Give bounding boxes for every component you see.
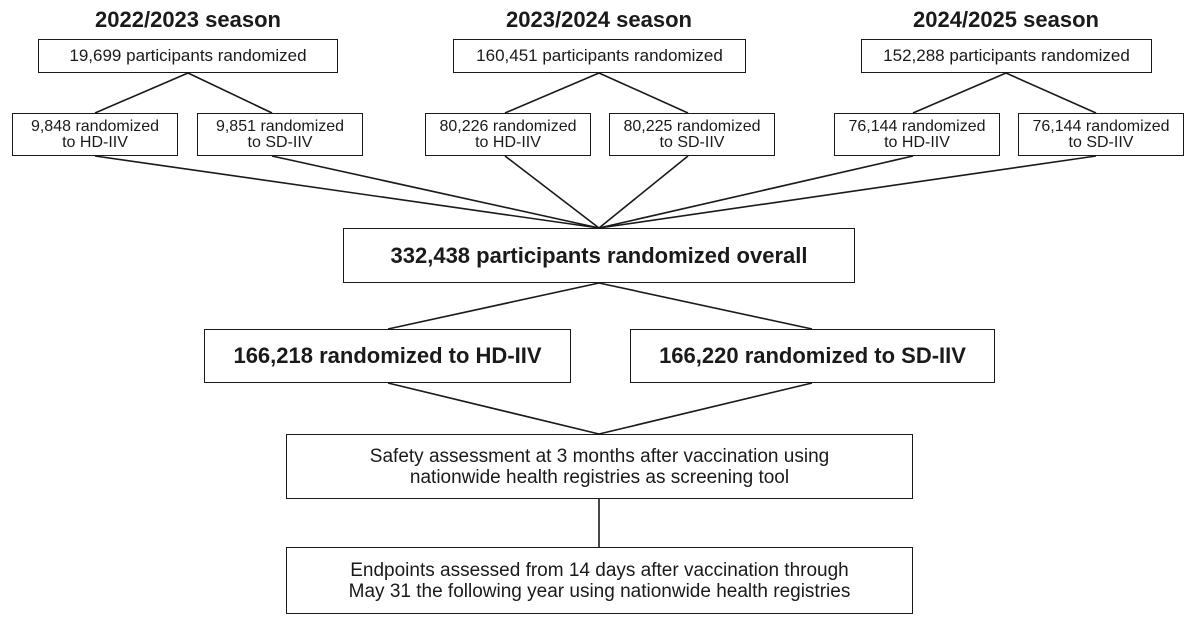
arm-box-2022-hd [12,113,178,156]
overall-arm-text: 166,218 randomized to HD-IIV [233,343,542,368]
overall-arm-box-hd [204,329,571,383]
season-title-2024: 2024/2025 season [913,7,1099,32]
arm-box-2024-hd [834,113,1000,156]
overall-arm-text: 166,220 randomized to SD-IIV [659,343,966,368]
arm-line2: to SD-IIV [247,133,313,151]
arm-box-2022-sd [197,113,363,156]
season-total-text: 152,288 participants randomized [883,46,1130,65]
endpoints-box [286,547,913,614]
season-total-box-2023 [453,39,746,73]
arm-box-2023-hd [425,113,591,156]
season-title-2022: 2022/2023 season [95,7,281,32]
endpoints-line2: May 31 the following year using nationwide health registries [348,580,851,602]
overall-box [343,228,855,283]
safety-line1: Safety assessment at 3 months after vaccination using [369,445,830,467]
season-total-box-2024 [861,39,1152,73]
arm-line1: 9,848 randomized [30,117,160,135]
arm-line1: 9,851 randomized [215,117,345,135]
safety-assessment-box [286,434,913,499]
arm-line2: to HD-IIV [884,133,950,151]
arm-line2: to SD-IIV [1068,133,1134,151]
arm-line1: 76,144 randomized [848,117,986,135]
arm-box-2023-sd [609,113,775,156]
arm-line2: to HD-IIV [62,133,128,151]
season-total-text: 19,699 participants randomized [69,46,307,65]
safety-line2: nationwide health registries as screening tool [409,466,790,488]
endpoints-line1: Endpoints assessed from 14 days after vaccination through [350,559,849,581]
season-title-2023: 2023/2024 season [506,7,692,32]
season-total-text: 160,451 participants randomized [476,46,723,65]
arm-line1: 76,144 randomized [1032,117,1170,135]
season-total-box-2022 [38,39,338,73]
arm-line2: to SD-IIV [659,133,725,151]
arm-line2: to HD-IIV [475,133,541,151]
arm-box-2024-sd [1018,113,1184,156]
overall-arm-box-sd [630,329,995,383]
arm-line1: 80,225 randomized [623,117,761,135]
arm-line1: 80,226 randomized [439,117,577,135]
overall-text: 332,438 participants randomized overall [390,242,808,268]
